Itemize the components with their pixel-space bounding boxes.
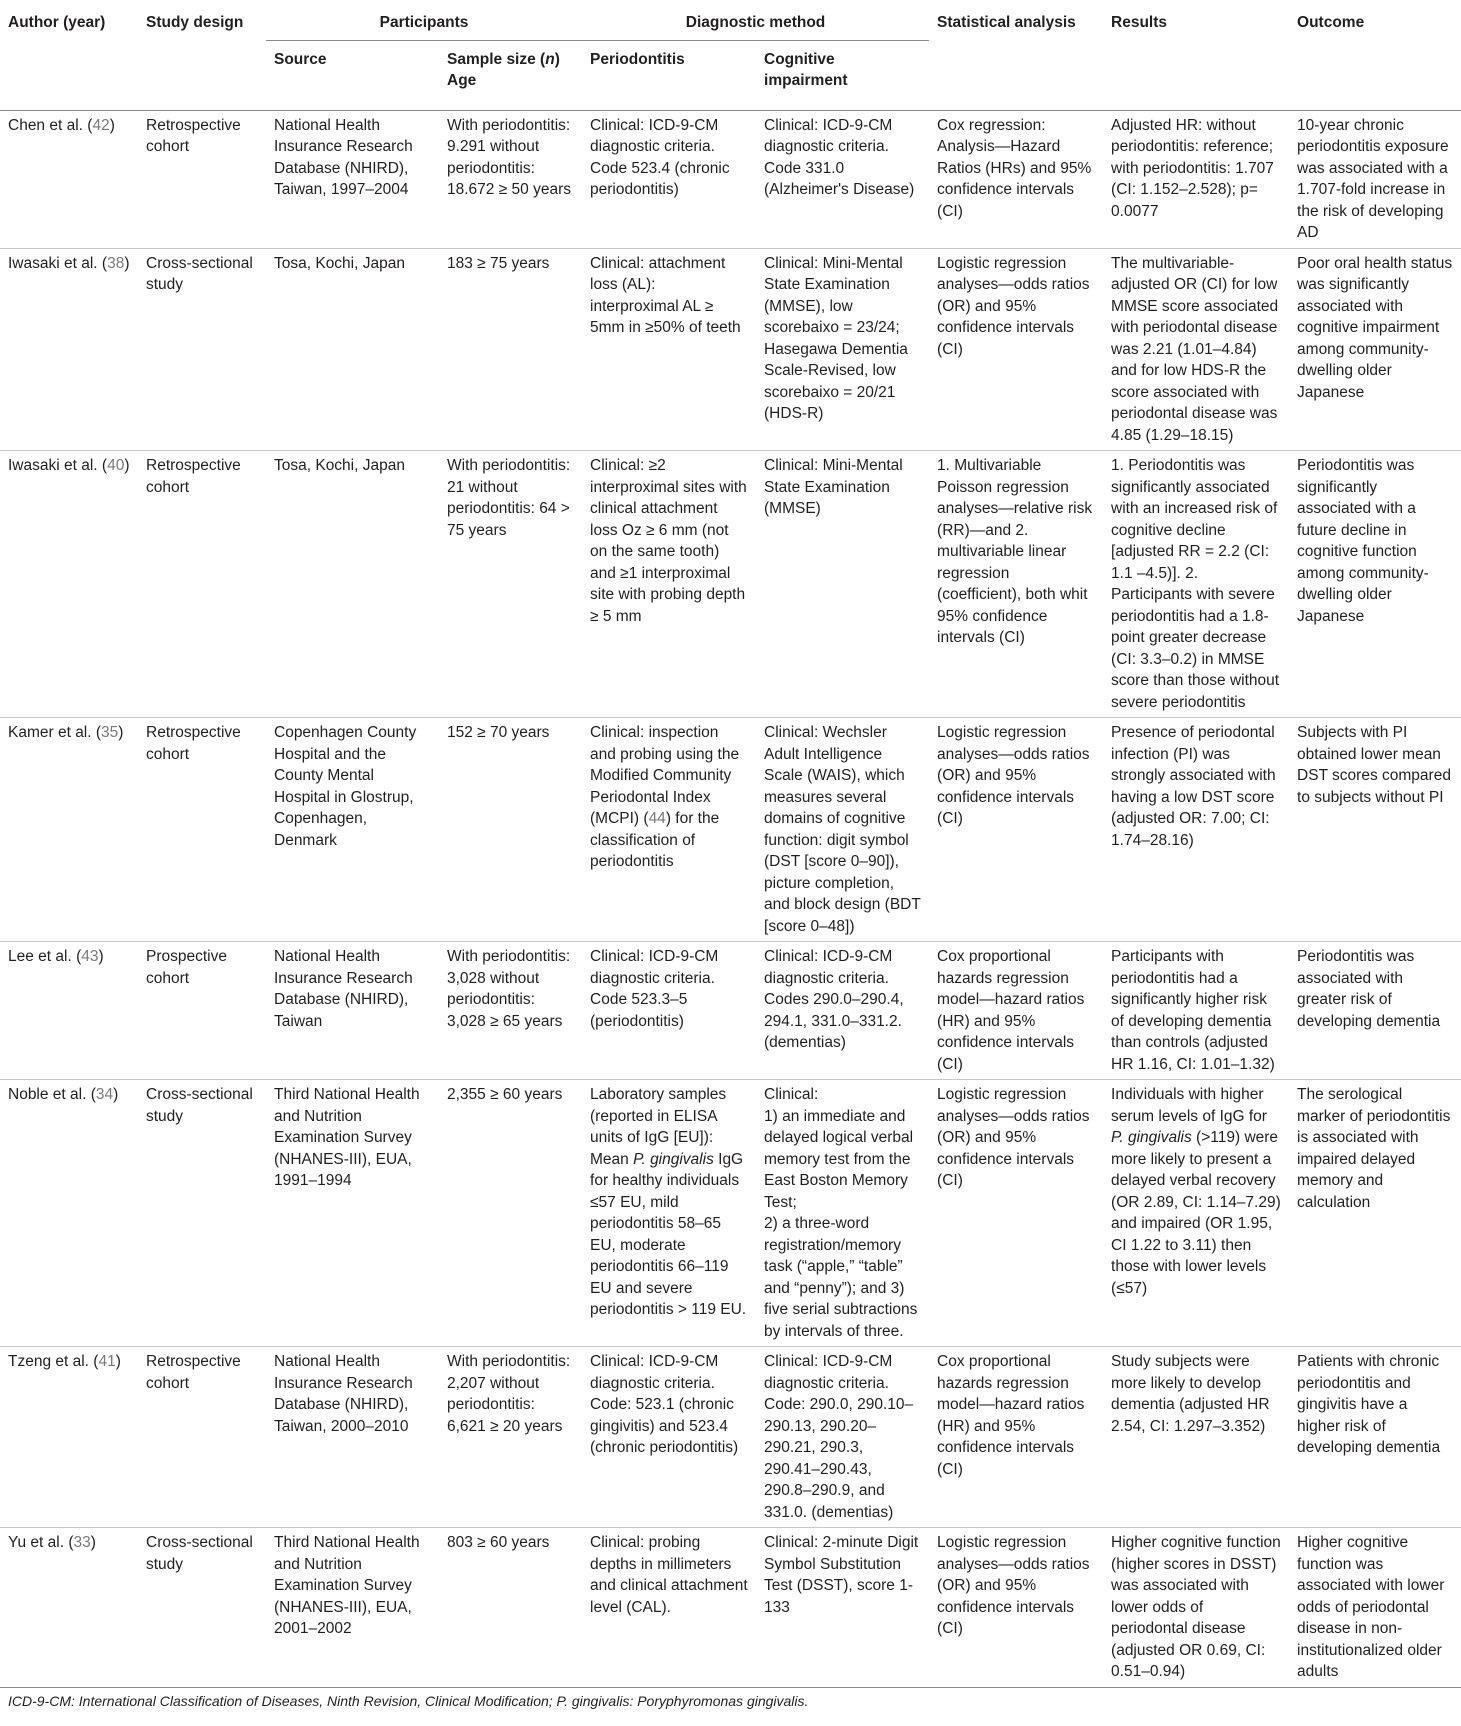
cell-cognitive: Clinical: ICD-9-CM diagnostic criteria. Code: 290.0, 290.10–290.13, 290.20–290.21, 290.3, 290.41–290.43, 290.8–290.9, and 331.0. (dementias) bbox=[764, 1353, 914, 1521]
header-outcome: Outcome bbox=[1297, 14, 1365, 31]
cell-cognitive: Clinical: 2-minute Digit Symbol Substitution Test (DSST), score 1-133 bbox=[764, 1534, 919, 1616]
cell-stats: Logistic regression analyses—odds ratios (OR) and 95% confidence intervals (CI) bbox=[937, 1086, 1090, 1189]
cell-periodontitis: Clinical: probing depths in millimeters and clinical attachment level (CAL). bbox=[590, 1534, 748, 1616]
header-periodontitis: Periodontitis bbox=[590, 50, 685, 68]
header-design: Study design bbox=[146, 14, 244, 31]
cell-design: Retrospective cohort bbox=[146, 116, 241, 155]
header-row-1 bbox=[0, 6, 1461, 40]
cell-stats: Logistic regression analyses—odds ratios (OR) and 95% confidence intervals (CI) bbox=[937, 254, 1090, 358]
cell-stats: Cox regression: Analysis—Hazard Ratios (HRs) and 95% confidence intervals (CI) bbox=[937, 116, 1092, 220]
cell-source: Third National Health and Nutrition Examination Survey (NHANES-III), EUA, 1991–1994 bbox=[274, 1086, 420, 1189]
cell-stats: Logistic regression analyses—odds ratios (OR) and 95% confidence intervals (CI) bbox=[937, 1534, 1090, 1637]
cell-author: Tzeng et al. (41) bbox=[8, 1353, 121, 1370]
cell-design: Retrospective cohort bbox=[146, 1353, 241, 1392]
cell-results: Individuals with higher serum levels of IgG for P. gingivalis (>119) were more likely to present a delayed verbal recovery (OR 2.89, CI: 1.14–7.29) and impaired (OR 1.95, CI 1.22 to 3.11) then those with lower levels (≤57) bbox=[1111, 1086, 1281, 1297]
reference-link[interactable]: 41 bbox=[98, 1353, 116, 1370]
header-diagnostic: Diagnostic method bbox=[582, 6, 929, 40]
cell-author: Yu et al. (33) bbox=[8, 1534, 96, 1551]
header-sample: Sample size (n) Age bbox=[447, 50, 560, 89]
reference-link[interactable]: 35 bbox=[101, 724, 119, 741]
cell-results: Adjusted HR: without periodontitis: reference; with periodontitis: 1.707 (CI: 1.152–2.528); p= 0.0077 bbox=[1111, 116, 1274, 220]
cell-design: Retrospective cohort bbox=[146, 457, 241, 496]
cell-source: Third National Health and Nutrition Examination Survey (NHANES-III), EUA, 2001–2002 bbox=[274, 1534, 420, 1637]
cell-author: Chen et al. (42) bbox=[8, 116, 115, 134]
cell-design: Retrospective cohort bbox=[146, 724, 241, 763]
cell-periodontitis: Clinical: ICD-9-CM diagnostic criteria. Code: 523.1 (chronic gingivitis) and 523.4 (chronic periodontitis) bbox=[590, 1353, 739, 1456]
table-row bbox=[0, 248, 1461, 451]
cell-stats: Cox proportional hazards regression model—hazard ratios (HR) and 95% confidence intervals (CI) bbox=[937, 948, 1085, 1073]
reference-link[interactable]: 38 bbox=[107, 254, 125, 272]
table-row bbox=[0, 1347, 1461, 1528]
cell-design: Cross-sectional study bbox=[146, 1086, 253, 1125]
table-row bbox=[0, 1080, 1461, 1347]
table-row bbox=[0, 451, 1461, 718]
cell-outcome: Poor oral health status was significantly associated with cognitive impairment among community-dwelling older Japanese bbox=[1297, 254, 1453, 401]
cell-cognitive: Clinical: Mini-Mental State Examination (MMSE), low scorebaixo = 23/24; Hasegawa Dementia Scale-Revised, low scorebaixo = 20/21 (HDS-R) bbox=[764, 254, 908, 422]
cell-cognitive: Clinical: ICD-9-CM diagnostic criteria. Codes 290.0–290.4, 294.1, 331.0–331.2. (dementias) bbox=[764, 948, 904, 1051]
studies-table bbox=[0, 6, 1461, 1714]
cell-results: Higher cognitive function (higher scores in DSST) was associated with lower odds of periodontal disease (adjusted OR 0.69, CI: 0.51–0.94) bbox=[1111, 1534, 1281, 1680]
cell-sample: With periodontitis: 2,207 without periodontitis: 6,621 ≥ 20 years bbox=[447, 1353, 571, 1435]
cell-design: Cross-sectional study bbox=[146, 1534, 253, 1573]
cell-author: Noble et al. (34) bbox=[8, 1086, 119, 1103]
cell-sample: With periodontitis: 21 without periodontitis: 64 > 75 years bbox=[447, 457, 571, 539]
cell-sample: 2,355 ≥ 60 years bbox=[447, 1086, 563, 1103]
cell-author: Lee et al. (43) bbox=[8, 948, 104, 965]
cell-periodontitis: Clinical: inspection and probing using the Modified Community Periodontal Index (MCPI) (44) for the classification of periodontitis bbox=[590, 724, 740, 870]
cell-design: Prospective cohort bbox=[146, 948, 227, 987]
table-row bbox=[0, 1528, 1461, 1688]
cell-stats: 1. Multivariable Poisson regression analyses—relative risk (RR)—and 2. multivariable linear regression (coefficient), both whit 95% confidence intervals (CI) bbox=[937, 457, 1093, 646]
cell-outcome: Patients with chronic periodontitis and gingivitis have a higher risk of developing dementia bbox=[1297, 1353, 1441, 1456]
cell-sample: 803 ≥ 60 years bbox=[447, 1534, 550, 1551]
cell-sample: 183 ≥ 75 years bbox=[447, 254, 550, 272]
reference-link[interactable]: 42 bbox=[92, 116, 110, 134]
cell-cognitive: Clinical: 1) an immediate and delayed logical verbal memory test from the East Boston Memory Test; 2) a three-word registration/memory task (“apple,” “table” and “penny”); and 3) five serial subtractions by intervals of three. bbox=[764, 1086, 918, 1340]
cell-stats: Logistic regression analyses—odds ratios (OR) and 95% confidence intervals (CI) bbox=[937, 724, 1090, 827]
cell-sample: 152 ≥ 70 years bbox=[447, 724, 550, 741]
cell-outcome: 10-year chronic periodontitis exposure was associated with a 1.707-fold increase in the risk of developing AD bbox=[1297, 116, 1449, 241]
table-row bbox=[0, 110, 1461, 248]
cell-author: Iwasaki et al. (40) bbox=[8, 457, 130, 474]
cell-source: National Health Insurance Research Database (NHIRD), Taiwan, 1997–2004 bbox=[274, 116, 413, 198]
header-cognitive: Cognitive impairment bbox=[764, 50, 848, 89]
cell-outcome: Higher cognitive function was associated with lower odds of periodontal disease in non-institutionalized older adults bbox=[1297, 1534, 1445, 1680]
reference-link[interactable]: 44 bbox=[648, 810, 666, 827]
cell-results: 1. Periodontitis was significantly associated with an increased risk of cognitive decline [adjusted RR = 2.2 (CI: 1.1 –4.5)]. 2. Participants with severe periodontitis had a 1.8-point greater decrease (CI: 3.3–0.2) in MMSE score than those without severe periodontitis bbox=[1111, 457, 1280, 711]
cell-cognitive: Clinical: Mini-Mental State Examination (MMSE) bbox=[764, 457, 903, 517]
reference-link[interactable]: 40 bbox=[107, 457, 125, 474]
header-stats: Statistical analysis bbox=[937, 14, 1076, 31]
footnote-row bbox=[0, 1687, 1461, 1714]
table-row bbox=[0, 942, 1461, 1080]
cell-periodontitis: Clinical: ICD-9-CM diagnostic criteria. Code 523.4 (chronic periodontitis) bbox=[590, 116, 730, 198]
cell-periodontitis: Clinical: attachment loss (AL): interproximal AL ≥ 5mm in ≥50% of teeth bbox=[590, 254, 741, 336]
cell-results: Study subjects were more likely to develop dementia (adjusted HR 2.54, CI: 1.297–3.352) bbox=[1111, 1353, 1270, 1435]
cell-design: Cross-sectional study bbox=[146, 254, 253, 293]
cell-periodontitis: Laboratory samples (reported in ELISA units of IgG [EU]): Mean P. gingivalis IgG for healthy individuals ≤57 EU, mild periodontitis 58–65 EU, moderate periodontitis 66–119 EU and severe periodontitis > 119 EU. bbox=[590, 1086, 747, 1318]
cell-stats: Cox proportional hazards regression model—hazard ratios (HR) and 95% confidence intervals (CI) bbox=[937, 1353, 1085, 1478]
cell-cognitive: Clinical: Wechsler Adult Intelligence Scale (WAIS), which measures several domains of cognitive function: digit symbol (DST [score 0–90]), picture completion, and block design (BDT [score 0–48]) bbox=[764, 724, 921, 935]
cell-sample: With periodontitis: 9.291 without periodontitis: 18.672 ≥ 50 years bbox=[447, 116, 571, 198]
header-results: Results bbox=[1111, 14, 1168, 31]
cell-outcome: The serological marker of periodontitis is associated with impaired delayed memory and calculation bbox=[1297, 1086, 1451, 1211]
cell-results: The multivariable-adjusted OR (CI) for low MMSE score associated with periodontal disease was 2.21 (1.01–4.84) and for low HDS-R the score associated with periodontal disease was 4.85 (1.29–18.15) bbox=[1111, 254, 1279, 444]
cell-source: Copenhagen County Hospital and the County Mental Hospital in Glostrup, Copenhagen, Denmark bbox=[274, 724, 417, 849]
cell-source: National Health Insurance Research Database (NHIRD), Taiwan, 2000–2010 bbox=[274, 1353, 413, 1435]
cell-source: National Health Insurance Research Database (NHIRD), Taiwan bbox=[274, 948, 413, 1030]
header-participants: Participants bbox=[266, 6, 582, 40]
cell-author: Iwasaki et al. (38) bbox=[8, 254, 130, 272]
cell-periodontitis: Clinical: ICD-9-CM diagnostic criteria. Code 523.3–5 (periodontitis) bbox=[590, 948, 719, 1030]
cell-outcome: Subjects with PI obtained lower mean DST scores compared to subjects without PI bbox=[1297, 724, 1451, 806]
reference-link[interactable]: 43 bbox=[81, 948, 99, 965]
cell-source: Tosa, Kochi, Japan bbox=[274, 254, 405, 272]
cell-periodontitis: Clinical: ≥2 interproximal sites with clinical attachment loss Oz ≥ 6 mm (not on the same tooth) and ≥1 interproximal site with probing depth ≥ 5 mm bbox=[590, 457, 747, 625]
cell-source: Tosa, Kochi, Japan bbox=[274, 457, 405, 474]
cell-results: Participants with periodontitis had a significantly higher risk of developing dementia than controls (adjusted HR 1.16, CI: 1.01–1.32) bbox=[1111, 948, 1275, 1073]
cell-author: Kamer et al. (35) bbox=[8, 724, 124, 741]
table-footnote: ICD-9-CM: International Classification of Diseases, Ninth Revision, Clinical Modification; P. gingivalis: Poryphyromonas gingivalis. bbox=[0, 1687, 1461, 1714]
reference-link[interactable]: 34 bbox=[95, 1086, 114, 1103]
reference-link[interactable]: 33 bbox=[73, 1534, 91, 1551]
cell-cognitive: Clinical: ICD-9-CM diagnostic criteria. Code 331.0 (Alzheimer's Disease) bbox=[764, 116, 915, 198]
cell-sample: With periodontitis: 3,028 without periodontitis: 3,028 ≥ 65 years bbox=[447, 948, 571, 1030]
cell-outcome: Periodontitis was associated with greater risk of developing dementia bbox=[1297, 948, 1441, 1030]
cell-outcome: Periodontitis was significantly associated with a future decline in cognitive function among community-dwelling older Japanese bbox=[1297, 457, 1429, 625]
cell-results: Presence of periodontal infection (PI) was strongly associated with having a low DST score (adjusted OR: 7.00; CI: 1.74–28.16) bbox=[1111, 724, 1276, 849]
header-source: Source bbox=[274, 50, 327, 68]
table-row bbox=[0, 718, 1461, 942]
header-author: Author (year) bbox=[8, 14, 106, 31]
